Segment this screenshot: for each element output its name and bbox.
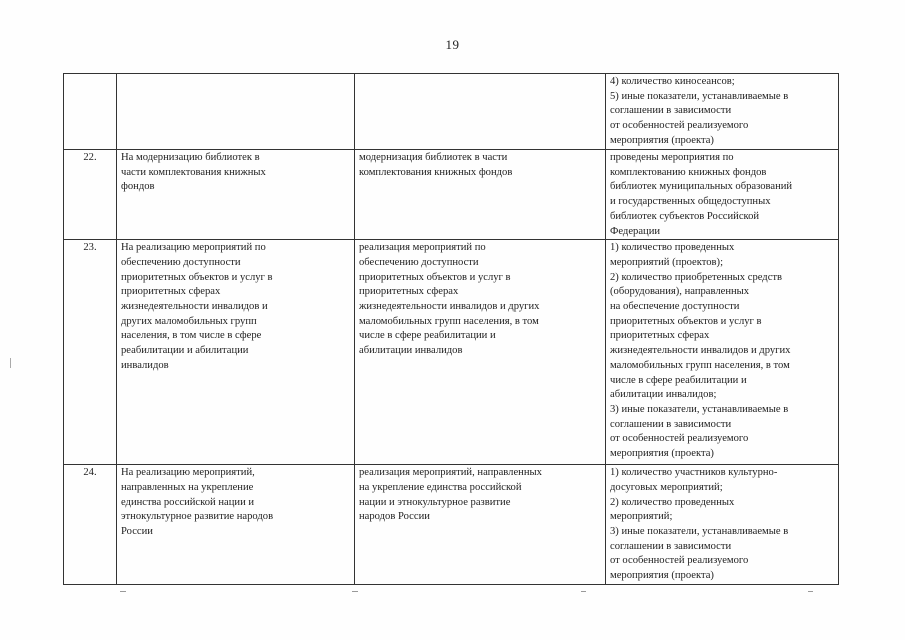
cell-text-line: приоритетных объектов и услуг в bbox=[121, 271, 273, 283]
subsidy-table bbox=[63, 73, 839, 585]
cell-text-line: инвалидов bbox=[121, 359, 169, 371]
cell-text-line: реабилитации и абилитации bbox=[121, 345, 249, 357]
scan-mark bbox=[120, 591, 126, 592]
cell-text-line: проведены мероприятия по bbox=[610, 152, 734, 163]
cell-text-line: мероприятий (проектов); bbox=[610, 256, 724, 268]
scan-mark bbox=[808, 591, 813, 592]
scan-edge-mark bbox=[10, 358, 11, 368]
cell-text-line: На реализацию мероприятий по bbox=[121, 242, 266, 254]
cell-text-line: жизнедеятельности инвалидов и bbox=[121, 301, 268, 313]
cell-text-line: комплектованию книжных фондов bbox=[610, 166, 767, 178]
cell-text-line: и государственных общедоступных bbox=[610, 196, 771, 208]
cell-text-line: мероприятия (проекта) bbox=[610, 448, 714, 460]
cell-text-line: направленных на укрепление bbox=[121, 481, 254, 493]
table-row bbox=[64, 240, 839, 465]
cell-text-line: от особенностей реализуемого bbox=[610, 555, 749, 567]
cell-text-line: приоритетных сферах bbox=[359, 286, 459, 298]
cell-text-line: соглашении в зависимости bbox=[610, 105, 732, 117]
cell-text-line: 2) количество проведенных bbox=[610, 496, 735, 508]
cell-text-line: мероприятий; bbox=[610, 511, 673, 523]
result-cell bbox=[355, 240, 606, 465]
cell-text-line: этнокультурное развитие народов bbox=[121, 511, 274, 523]
cell-text-line: населения, в том числе в сфере bbox=[121, 330, 262, 342]
cell-text-line: абилитации инвалидов; bbox=[610, 389, 717, 401]
cell-text-line: маломобильных групп населения, в том bbox=[610, 359, 790, 371]
cell-text-line: приоритетных объектов и услуг в bbox=[359, 271, 511, 283]
cell-text-line: числе в сфере реабилитации и bbox=[359, 330, 496, 342]
table-row bbox=[64, 150, 839, 240]
row-number-cell bbox=[64, 74, 117, 150]
cell-text-line: модернизация библиотек в части bbox=[359, 152, 508, 163]
cell-text-line: библиотек субъектов Российской bbox=[610, 210, 760, 222]
cell-text-line: соглашении в зависимости bbox=[610, 418, 732, 430]
cell-text-line: 3) иные показатели, устанавливаемые в bbox=[610, 403, 789, 415]
cell-text-line: единства российской нации и bbox=[121, 496, 255, 508]
cell-text-line: от особенностей реализуемого bbox=[610, 433, 749, 445]
cell-text-line: 2) количество приобретенных средств bbox=[610, 271, 783, 283]
cell-text-line: обеспечению доступности bbox=[121, 256, 241, 268]
scan-mark bbox=[352, 591, 358, 592]
cell-text-line: других маломобильных групп bbox=[121, 315, 257, 327]
cell-text-line: числе в сфере реабилитации и bbox=[610, 374, 747, 386]
cell-text-line: библиотек муниципальных образований bbox=[610, 181, 793, 193]
cell-text-line: Федерации bbox=[610, 225, 661, 237]
purpose-cell bbox=[117, 150, 355, 240]
cell-text-line: досуговых мероприятий; bbox=[610, 481, 723, 493]
row-number-cell: 22. bbox=[64, 150, 117, 240]
cell-text-line: на укрепление единства российской bbox=[359, 481, 522, 493]
purpose-cell bbox=[117, 465, 355, 585]
cell-text-line: жизнедеятельности инвалидов и других bbox=[610, 345, 791, 357]
cell-text-line: обеспечению доступности bbox=[359, 256, 479, 268]
indicators-cell bbox=[606, 465, 839, 585]
cell-text-line: 4) количество киносеансов; bbox=[610, 76, 735, 87]
cell-text-line: маломобильных групп населения, в том bbox=[359, 315, 539, 327]
cell-text-line: соглашении в зависимости bbox=[610, 540, 732, 552]
row-number-cell: 23. bbox=[64, 240, 117, 465]
cell-text-line: 1) количество участников культурно- bbox=[610, 467, 778, 479]
row-number-cell: 24. bbox=[64, 465, 117, 585]
purpose-cell bbox=[117, 74, 355, 150]
cell-text-line: части комплектования книжных bbox=[121, 166, 266, 178]
result-cell bbox=[355, 465, 606, 585]
scan-mark bbox=[581, 591, 586, 592]
result-cell bbox=[355, 74, 606, 150]
cell-text-line: 1) количество проведенных bbox=[610, 242, 735, 254]
cell-text-line: народов России bbox=[359, 511, 430, 523]
cell-text-line: 3) иные показатели, устанавливаемые в bbox=[610, 526, 789, 538]
table-row bbox=[64, 465, 839, 585]
cell-text-line: России bbox=[121, 526, 153, 538]
cell-text-line: 5) иные показатели, устанавливаемые в bbox=[610, 90, 789, 102]
cell-text-line: приоритетных объектов и услуг в bbox=[610, 315, 762, 327]
table-row bbox=[64, 74, 839, 150]
cell-text-line: На модернизацию библиотек в bbox=[121, 152, 260, 163]
table-body bbox=[64, 74, 839, 585]
cell-text-line: приоритетных сферах bbox=[610, 330, 710, 342]
indicators-cell bbox=[606, 150, 839, 240]
cell-text-line: На реализацию мероприятий, bbox=[121, 467, 255, 479]
cell-text-line: на обеспечение доступности bbox=[610, 301, 740, 313]
cell-text-line: мероприятия (проекта) bbox=[610, 570, 714, 582]
page-number: 19 bbox=[445, 37, 460, 52]
cell-text-line: реализация мероприятий, направленных bbox=[359, 467, 542, 479]
purpose-cell bbox=[117, 240, 355, 465]
cell-text-line: приоритетных сферах bbox=[121, 286, 221, 298]
cell-text-line: (оборудования), направленных bbox=[610, 286, 750, 298]
indicators-cell bbox=[606, 240, 839, 465]
cell-text-line: жизнедеятельности инвалидов и других bbox=[359, 301, 540, 313]
cell-text-line: мероприятия (проекта) bbox=[610, 134, 714, 146]
indicators-cell bbox=[606, 74, 839, 150]
cell-text-line: реализация мероприятий по bbox=[359, 242, 486, 254]
cell-text-line: комплектования книжных фондов bbox=[359, 166, 513, 178]
result-cell bbox=[355, 150, 606, 240]
cell-text-line: фондов bbox=[121, 181, 155, 193]
cell-text-line: абилитации инвалидов bbox=[359, 345, 463, 357]
cell-text-line: нации и этнокультурное развитие bbox=[359, 496, 511, 508]
cell-text-line: от особенностей реализуемого bbox=[610, 120, 749, 132]
